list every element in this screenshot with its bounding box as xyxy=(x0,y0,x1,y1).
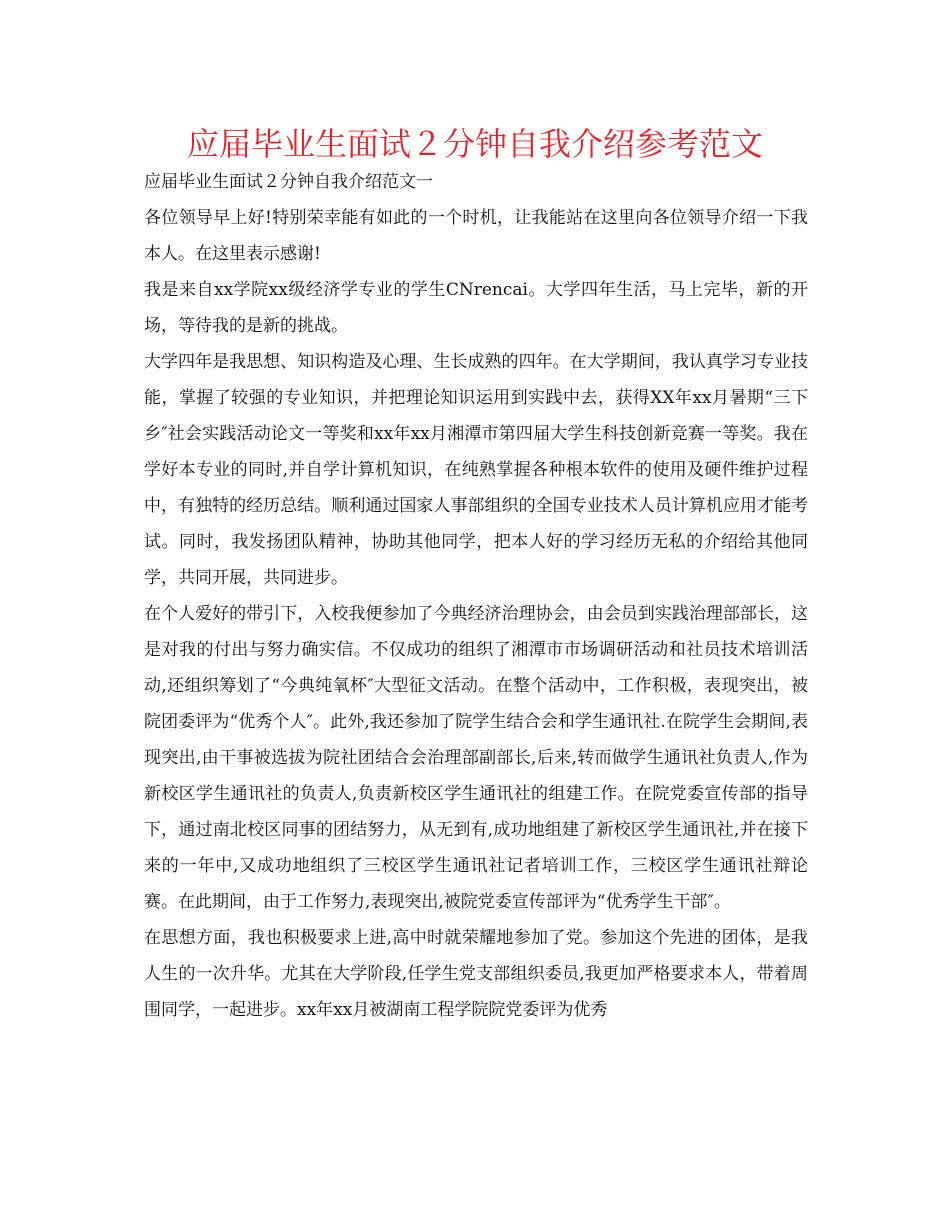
section-subtitle: 应届毕业生面试２分钟自我介绍范文一 xyxy=(144,172,433,192)
paragraph-study: 大学四年是我思想、知识构造及心理、生长成熟的四年。在大学期间，我认真学习专业技能，掌握了较强的专业知识，并把理论知识运用到实践中去，获得XX年xx月暑期“三下乡″社会实践活动论文一等奖和xx年xx月湘潭市第四届大学生科技创新竞赛一等奖。我在学好本专业的同时,并自学计算机知识，在纯熟掌握各种根本软件的使用及硬件维护过程中，有独特的经历总结。顺利通过国家人事部组织的全国专业技术人员计算机应用才能考试。同时，我发扬团队精神，协助其他同学，把本人好的学习经历无私的介绍给其他同学，共同开展，共同进步。 xyxy=(144,352,808,588)
paragraph-greeting: 各位领导早上好!特别荣幸能有如此的一个时机，让我能站在这里向各位领导介绍一下我本人。在这里表示感谢! xyxy=(144,208,808,264)
paragraph-activities: 在个人爱好的带引下，入校我便参加了今典经济治理协会，由会员到实践治理部部长，这是对我的付出与努力确实信。不仅成功的组织了湘潭市市场调研活动和社员技术培训活动,还组织筹划了“今典纯氧杯″大型征文活动。在整个活动中，工作积极，表现突出，被院团委评为“优秀个人″。此外,我还参加了院学生结合会和学生通讯社.在院学生会期间,表现突出,由干事被选拔为院社团结合会治理部副部长,后来,转而做学生通讯社负责人,作为新校区学生通讯社的负责人,负责新校区学生通讯社的组建工作。在院党委宣传部的指导下，通过南北校区同事的团结努力，从无到有,成功地组建了新校区学生通讯社,并在接下来的一年中,又成功地组织了三校区学生通讯社记者培训工作，三校区学生通讯社辩论赛。在此期间，由于工作努力,表现突出,被院党委宣传部评为“优秀学生干部″。 xyxy=(144,604,808,912)
document-title: 应届毕业生面试２分钟自我介绍参考范文 xyxy=(186,125,763,163)
document-body xyxy=(144,164,808,1028)
paragraph-ideology: 在思想方面，我也积极要求上进,高中时就荣耀地参加了党。参加这个先进的团体，是我人生的一次升华。尤其在大学阶段,任学生党支部组织委员,我更加严格要求本人，带着周围同学，一起进步。xx年xx月被湖南工程学院院党委评为优秀 xyxy=(144,928,808,1020)
paragraph-background: 我是来自xx学院xx级经济学专业的学生CNrencai。大学四年生活，马上完毕，新的开场，等待我的是新的挑战。 xyxy=(144,280,808,336)
